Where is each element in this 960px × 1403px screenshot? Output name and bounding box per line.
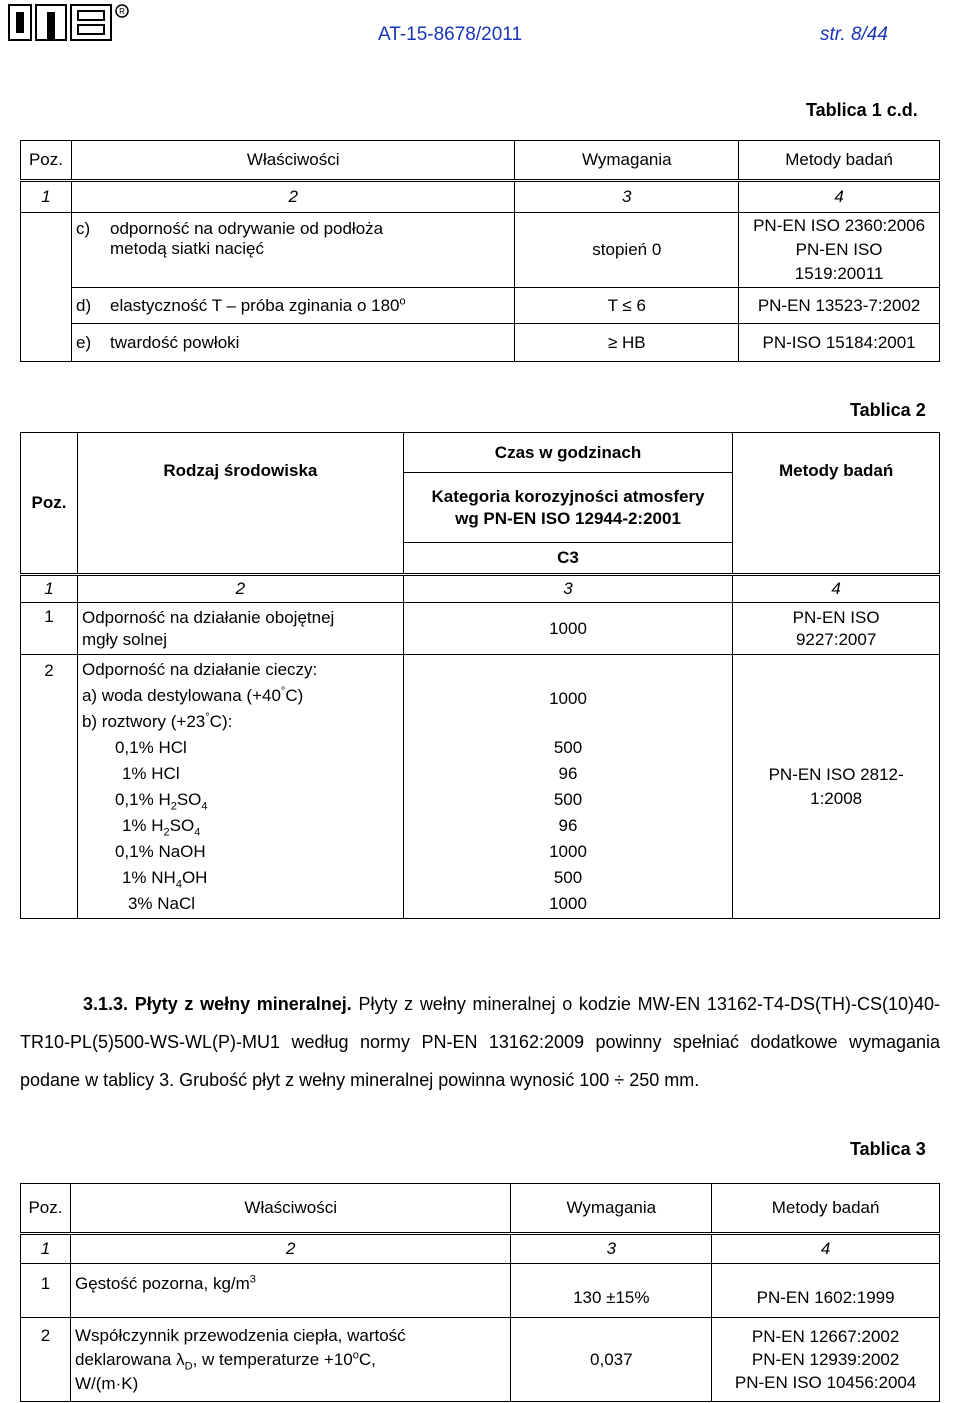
t2-row1-poz: 1 bbox=[21, 603, 78, 655]
t2-header-c3: C3 bbox=[403, 543, 732, 575]
t1-row-letter: c) bbox=[75, 219, 91, 238]
t2-row2-intro: Odporność na działanie cieczy: bbox=[81, 660, 318, 679]
t1-row-d-degree: o bbox=[399, 294, 406, 307]
section-text: Płyty z wełny mineralnej o kodzie MW-EN 13162-T4-DS(TH)-CS(10)40-TR10-PL(5)500-WS-WL(P)-MU1 według normy PN-EN 13162:2009 powinny spełniać dodatkowe wymagania podane w tablicy 3. Grubość płyt z wełny mineralnej powinna wynosić 100 ÷ 250 mm. bbox=[20, 994, 940, 1090]
t3-row1-requirement: 130 ±15% bbox=[511, 1264, 712, 1318]
t1-row-letter: e) bbox=[75, 332, 92, 352]
t2-colnum: 1 bbox=[21, 575, 78, 603]
t2-row1-env-line1: Odporność na działanie obojętnej bbox=[81, 608, 335, 627]
t2-colnum: 3 bbox=[403, 575, 732, 603]
t3-header-poz: Poz. bbox=[21, 1184, 71, 1234]
t2-solution-name: 1% NH bbox=[121, 868, 176, 887]
t2-solution-name: SO bbox=[169, 816, 195, 835]
t2-solution-item bbox=[82, 787, 399, 813]
t2-row2-b-degree: ° bbox=[205, 711, 210, 724]
document-code: AT-15-8678/2011 bbox=[378, 24, 523, 45]
t2-row2-b-text: b) roztwory (+23 bbox=[81, 712, 206, 731]
t3-row2-method-line3: PN-EN ISO 10456:2004 bbox=[734, 1373, 917, 1392]
t2-category-line1: Kategoria korozyjności atmosfery bbox=[431, 486, 705, 506]
t1-header-methods: Metody badań bbox=[739, 141, 940, 181]
t2-solution-sub: 4 bbox=[194, 826, 201, 839]
t2-hours-value: 1000 bbox=[549, 842, 587, 861]
t2-solution-name: 1% H bbox=[121, 816, 164, 835]
t2-row2-poz: 2 bbox=[21, 655, 78, 919]
t2-row2-hours bbox=[403, 655, 732, 919]
t1-colnum: 4 bbox=[739, 181, 940, 213]
t2-hours-value: 500 bbox=[553, 868, 583, 887]
t2-row1-method bbox=[733, 603, 940, 655]
section-paragraph bbox=[20, 985, 940, 1099]
t1-poz-cell bbox=[21, 213, 72, 362]
t2-row2-a-end: C) bbox=[285, 686, 304, 705]
table3-caption: Tablica 3 bbox=[850, 1139, 926, 1159]
t2-solution-name: 1% HCl bbox=[121, 764, 180, 783]
t2-row2-method-line1: PN-EN ISO 2812- bbox=[768, 764, 904, 784]
t3-row2-prop-sup: o bbox=[352, 1349, 359, 1362]
t1-header-properties: Właściwości bbox=[71, 141, 514, 181]
t3-row2-prop-line1: Współczynnik przewodzenia ciepła, wartość bbox=[74, 1326, 406, 1345]
t1-row-c-prop-line1: odporność na odrywanie od podłoża bbox=[109, 219, 384, 238]
t2-solution-item bbox=[82, 865, 399, 891]
t3-row1-method: PN-EN 1602:1999 bbox=[712, 1264, 940, 1318]
t2-solution-name: 0,1% H bbox=[114, 790, 171, 809]
table2-caption: Tablica 2 bbox=[850, 400, 926, 420]
page-number: str. 8/44 bbox=[820, 24, 888, 45]
t1-row-c-requirement: stopień 0 bbox=[515, 213, 739, 288]
t2-row1-method-line1: PN-EN ISO bbox=[792, 607, 880, 627]
t2-hours-value: 1000 bbox=[549, 894, 587, 913]
t2-row1-env-line2: mgły solnej bbox=[81, 630, 168, 649]
t2-solution-name: 3% NaCl bbox=[127, 894, 196, 913]
t2-header-poz: Poz. bbox=[21, 433, 78, 575]
t2-row2-a-degree: ° bbox=[280, 685, 286, 698]
table1-caption: Tablica 1 c.d. bbox=[806, 100, 918, 120]
t1-row-c-prop-line2: metodą siatki nacięć bbox=[109, 239, 265, 258]
t1-row-e-prop: twardość powłoki bbox=[109, 332, 240, 352]
t2-solution-sub: 2 bbox=[163, 826, 170, 839]
t2-hours-value: 96 bbox=[558, 764, 578, 783]
t2-category-line2: wg PN-EN ISO 12944-2:2001 bbox=[455, 508, 681, 528]
t3-row2-method bbox=[712, 1318, 940, 1402]
t3-row2-prop-sub: D bbox=[184, 1360, 193, 1373]
t2-solution-name: 0,1% HCl bbox=[114, 738, 187, 757]
t2-colnum: 2 bbox=[77, 575, 403, 603]
t3-row2-poz: 2 bbox=[21, 1318, 71, 1402]
t1-row-e-property bbox=[71, 324, 514, 362]
t1-row-letter: d) bbox=[75, 295, 92, 315]
t2-row2-environment bbox=[77, 655, 403, 919]
t2-solution-name: OH bbox=[181, 868, 208, 887]
t1-row-c-method-line1: PN-EN ISO 2360:2006 bbox=[753, 216, 926, 235]
t2-row2-b-end: C): bbox=[209, 712, 233, 731]
t3-header-methods: Metody badań bbox=[712, 1184, 940, 1234]
t3-row2-requirement: 0,037 bbox=[511, 1318, 712, 1402]
t3-row2-method-line2: PN-EN 12939:2002 bbox=[751, 1350, 900, 1369]
svg-text:R: R bbox=[119, 7, 125, 16]
t3-colnum: 4 bbox=[712, 1234, 940, 1264]
t2-row1-environment bbox=[77, 603, 403, 655]
t2-solution-item bbox=[82, 891, 399, 917]
t2-hours-a: 1000 bbox=[549, 689, 587, 708]
t2-hours-value: 96 bbox=[558, 816, 578, 835]
table2 bbox=[20, 432, 940, 919]
t3-header-properties: Właściwości bbox=[70, 1184, 510, 1234]
t1-header-requirements: Wymagania bbox=[515, 141, 739, 181]
t1-row-e-method: PN-ISO 15184:2001 bbox=[739, 324, 940, 362]
t2-row2-method bbox=[733, 655, 940, 919]
t3-row2-property bbox=[70, 1318, 510, 1402]
t2-row2-a bbox=[82, 683, 399, 709]
t2-header-time: Czas w godzinach bbox=[403, 433, 732, 473]
t2-solution-sub: 2 bbox=[170, 800, 177, 813]
t2-header-environment: Rodzaj środowiska bbox=[77, 433, 403, 575]
itb-logo bbox=[8, 4, 130, 42]
t2-solution-item bbox=[82, 839, 399, 865]
t1-row-d-property bbox=[71, 288, 514, 324]
t1-colnum: 3 bbox=[515, 181, 739, 213]
t2-solution-name: SO bbox=[176, 790, 202, 809]
t3-row1-prop: Gęstość pozorna, kg/m bbox=[74, 1274, 250, 1293]
t2-header-category bbox=[403, 473, 732, 543]
t2-solution-item bbox=[82, 761, 399, 787]
t2-solution-name: 0,1% NaOH bbox=[114, 842, 206, 861]
t3-row2-prop-line3: W/(m·K) bbox=[74, 1374, 139, 1393]
t2-colnum: 4 bbox=[733, 575, 940, 603]
table1 bbox=[20, 140, 940, 362]
t1-colnum: 2 bbox=[71, 181, 514, 213]
t1-colnum: 1 bbox=[21, 181, 72, 213]
t2-solution-item bbox=[82, 813, 399, 839]
t2-solution-item bbox=[82, 735, 399, 761]
t3-row2-prop-line2b: , w temperaturze +10 bbox=[192, 1350, 353, 1369]
t3-row1-property bbox=[70, 1264, 510, 1318]
t2-solution-sub: 4 bbox=[175, 878, 182, 891]
t3-row2-prop-line2c: C, bbox=[358, 1350, 376, 1369]
t3-colnum: 1 bbox=[21, 1234, 71, 1264]
t2-row2-a-text: a) woda destylowana (+40 bbox=[81, 686, 281, 705]
t3-row1-prop-sup: 3 bbox=[249, 1273, 256, 1286]
t1-row-c-method-line3: 1519:20011 bbox=[794, 264, 884, 283]
t3-row2-method-line1: PN-EN 12667:2002 bbox=[751, 1327, 900, 1346]
t1-row-d-requirement: T ≤ 6 bbox=[515, 288, 739, 324]
t2-header-methods: Metody badań bbox=[733, 433, 940, 575]
table3 bbox=[20, 1183, 940, 1402]
t2-hours-blank bbox=[408, 715, 728, 735]
t1-row-c-method-line2: PN-EN ISO bbox=[795, 240, 883, 259]
t2-hours-value: 500 bbox=[553, 790, 583, 809]
t3-row1-poz: 1 bbox=[21, 1264, 71, 1318]
t2-row2-method-line2: 1:2008 bbox=[810, 788, 863, 808]
t2-solution-sub: 4 bbox=[201, 800, 208, 813]
t3-colnum: 3 bbox=[511, 1234, 712, 1264]
t1-row-c-property bbox=[71, 213, 514, 288]
t2-row1-hours: 1000 bbox=[403, 603, 732, 655]
t1-row-d-prop: elastyczność T – próba zginania o 180 bbox=[109, 295, 400, 315]
t2-row2-b bbox=[82, 709, 399, 735]
t1-row-d-method: PN-EN 13523-7:2002 bbox=[739, 288, 940, 324]
t2-hours-blank bbox=[408, 657, 728, 683]
section-heading: 3.1.3. Płyty z wełny mineralnej. bbox=[83, 994, 352, 1014]
t3-header-requirements: Wymagania bbox=[511, 1184, 712, 1234]
t2-row1-method-line2: 9227:2007 bbox=[795, 629, 877, 649]
t3-colnum: 2 bbox=[70, 1234, 510, 1264]
t2-hours-value: 500 bbox=[553, 738, 583, 757]
t1-row-c-method bbox=[739, 213, 940, 288]
t3-row2-prop-line2a: deklarowana λ bbox=[74, 1350, 185, 1369]
t1-row-e-requirement: ≥ HB bbox=[515, 324, 739, 362]
t1-header-poz: Poz. bbox=[21, 141, 72, 181]
